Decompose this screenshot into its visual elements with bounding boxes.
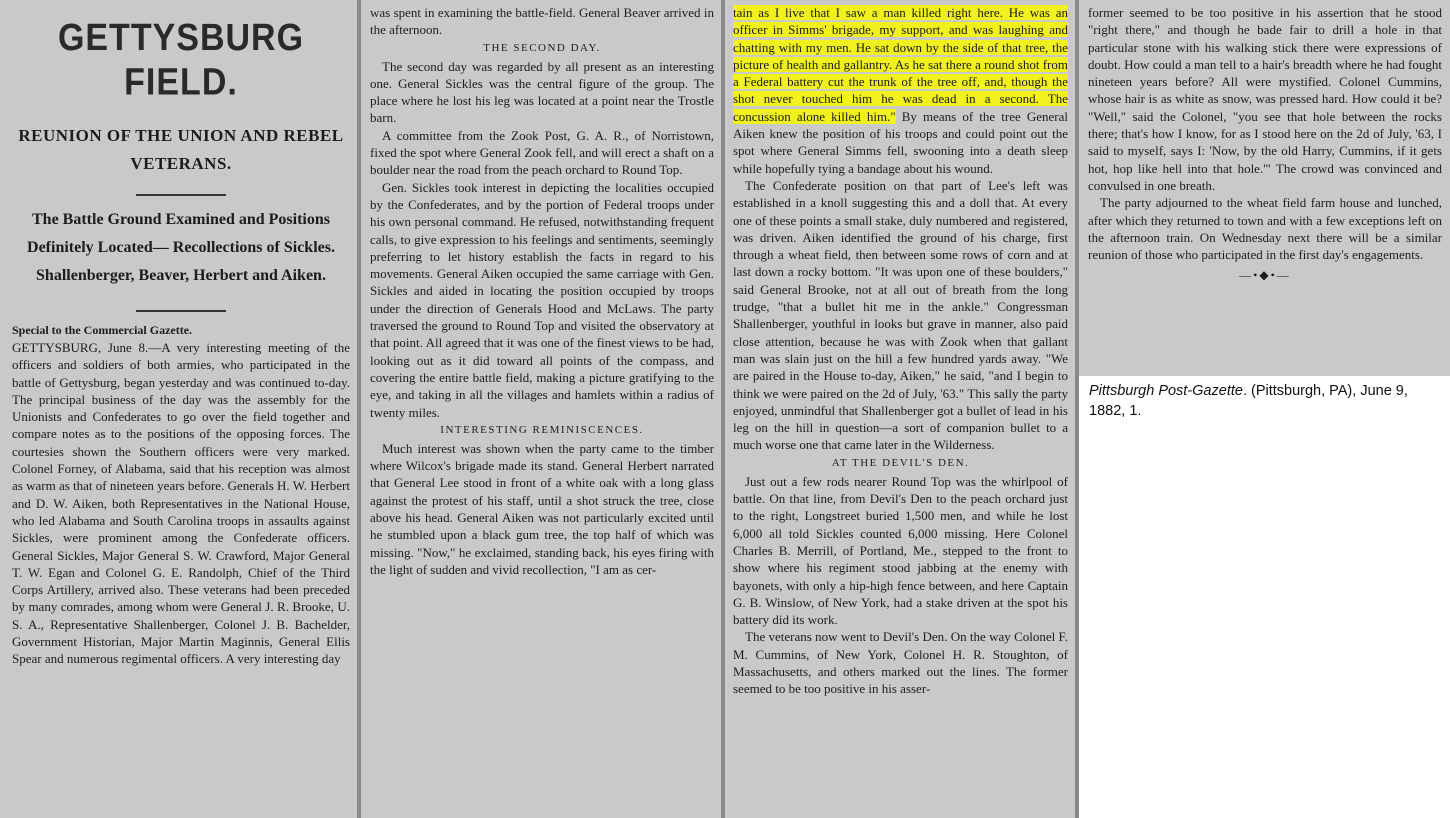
paragraph-cummins: former seemed to be too positive in his assertion that he stood "right there," and though he bade fair to drill a hole in that particular stone with his walking stick there were expressions of doubt. How could a man tell to a hair's breadth where he had fought nineteen years before? All were mystified. Colonel Cummins, whose hair is as white as snow, was pressed hard. How could it be? "Well," said the Colonel, "you see that hole between the rocks there; that's how I know, for as I stood here on the 2d of July, '63, I said to myself, says I: 'Now, by the old Harry, Cummins, if it gets hot, hop like hell into that hole.'" The crowd was convinced and convulsed in one breath. <box>1088 5 1442 193</box>
paragraph-devils-den: The veterans now went to Devil's Den. On the way Colonel F. M. Cummins, of New York, Colonel H. R. Stoughton, of Massachusetts, and others marked out the lines. The former seemed to be too positive in his asser- <box>733 629 1068 697</box>
paragraph-dateline: GETTYSBURG, June 8.—A very interesting meeting of the officers and soldiers of both armies, who participated in the battle of Gettysburg, began yesterday and was continued to-day. The principal business of the day was the assembly for the Unionists and Confederates to go over the field together and compare notes as to the positions of the opposing forces. The courtesies shown the Southern officers were very marked. Colonel Forney, of Alabama, said that his reception was almost as warm as that of nineteen years before. Generals H. W. Herbert and D. W. Aiken, both Representatives in the National House, who led Alabama and South Carolina troops in assaults against Sickles, were prominent among the Confederate officers. General Sickles, Major General S. W. Crawford, Major General T. W. Egan and Colonel G. E. Randolph, Chief of the Third Corps Artillery, arrived also. These veterans had been preceded by many comrades, among whom were General J. R. Brooke, U. S. A., Representative Shallenberger, Colonel J. B. Bachelder, Government Historian, Major Martin Maginnis, General Ellis Spear and numerous regimental officers. A very interesting day <box>12 340 350 667</box>
paragraph-text: By means of the tree General Aiken knew the position of his troops and could point out the spot where General Simms fell, swooning into a death sleep while hopefully tying a bandage about his wound. <box>733 108 1068 176</box>
caption-publication: Pittsburgh Post-Gazette <box>1089 383 1243 399</box>
article-headline: GETTYSBURG FIELD. <box>57 16 305 104</box>
paragraph-second-day: The second day was regarded by all present as an interesting one. General Sickles was the central figure of the group. The place where he lost his leg was located at a point near the Trostle barn. <box>370 58 714 126</box>
caption-details: . (Pittsburgh, PA), June 9, 1882, 1. <box>1089 383 1408 419</box>
subhead-devils-den: AT THE DEVIL'S DEN. <box>831 456 970 469</box>
end-mark: —•◆•— <box>1239 268 1291 283</box>
paragraph-whirlpool: Just out a few rods nearer Round Top was the whirlpool of battle. On that line, from Devil's Den to the peach orchard just to the right, Longstreet buried 1,500 men, and while he lost 6,000 all told Sickles counted 6,000 missing. Here Colonel Charles B. Merrill, of Portland, Me., stepped to the front to show where his regiment stood jabbing at the enemy with bayonets, with only a hip-high fence between, and here Captain G. B. Winslow, of New York, had a stake driven at the spot his battery did its work. <box>733 473 1068 628</box>
article-column-2 <box>361 0 721 818</box>
source-caption <box>1089 381 1439 421</box>
article-column-3 <box>725 0 1075 818</box>
paragraph-continued: was spent in examining the battle-field. General Beaver arrived in the afternoon. <box>370 5 714 38</box>
article-column-1 <box>0 0 357 818</box>
paragraph-adjourned: The party adjourned to the wheat field farm house and lunched, after which they returned to town and with a few exceptions left on the afternoon train. On Wednesday next there will be a similar reunion of those who participated in the first day's engagements. <box>1088 195 1442 263</box>
paragraph-simms-officer <box>733 4 1068 177</box>
paragraph-sickles: Gen. Sickles took interest in depicting the localities occupied by the Confederates, and by the portion of Federal troops under his own personal command. He refused, notwithstanding frequent calls, to give expression to his feelings and sentiments, seemingly preferring to let history establish the facts in regard to his movements. General Aiken occupied the same carriage with Gen. Sickles and aided in locating the position occupied by troops under the direction of Generals Hood and McLaws. The party traversed the ground to Round Top and visited the observatory at that point. All agreed that it was one of the finest views to be had, looking out as it did toward all points of the compass, and covering the entire battle field, making a picture gratifying to the eye, and taking in all the villages and hamlets within a radius of twenty miles. <box>370 179 714 420</box>
subhead-second-day: THE SECOND DAY. <box>483 41 601 54</box>
byline: Special to the Commercial Gazette. <box>12 323 193 337</box>
paragraph-wilcox-brigade: Much interest was shown when the party came to the timber where Wilcox's brigade made its stand. General Herbert narrated that General Lee stood in front of a white oak with a long glass against the protest of his staff, until a shot struck the tree, close above his head. General Aiken was not particularly excited until he stumbled upon a black gum tree, the top half of which was missing. "Now," he exclaimed, standing back, his eyes firing with the light of sudden and vivid recollection, "I am as cer- <box>370 440 714 577</box>
deck-divider <box>136 310 226 312</box>
headline-deck-primary: REUNION OF THE UNION AND REBEL VETERANS. <box>18 126 344 173</box>
subhead-reminiscences: INTERESTING REMINISCENCES. <box>440 423 644 436</box>
headline-deck-secondary: The Battle Ground Examined and Positions Definitely Located— Recollections of Sickles. Shallenberger, Beaver, Herbert and Aiken. <box>27 211 335 284</box>
highlighted-passage: tain as I live that I saw a man killed right here. He was an officer in Simms' brigade, my support, and was laughing and chatting with my men. He sat down by the side of that tree, the picture of health and gallantry. As he sat there a round shot from a Federal battery cut the trunk of the tree off, and, though the shot never touched him he was dead in a second. The concussion alone killed him." <box>733 5 1068 124</box>
deck-divider <box>136 194 226 196</box>
article-column-4 <box>1079 0 1450 376</box>
paragraph-zook-post: A committee from the Zook Post, G. A. R., of Norristown, fixed the spot where General Zook fell, and will erect a shaft on a boulder near the road from the peach orchard to Round Top. <box>370 127 714 178</box>
paragraph-confederate-position: The Confederate position on that part of Lee's left was established in a knoll suggesting this and a doll that. At every one of these points a small stake, duly numbered and registered, was driven. Aiken identified the ground of his charge, first through a wheat field, then between some rows of corn and at last down a rocky bottom. "It was upon one of these boulders," said General Brooke, not at all out of breath from the long trudge, "that a bullet hit me in the ankle." Congressman Shallenberger, youthful in looks but grave in manner, also paid close attention, because he was with Zook when that gallant man was slain just on the hill a few hundred yards away. "We are paired in the House to-day, Aiken," he said, "and I begin to think we were paired on the 2d of July, '63." This sally the party enjoyed, unmindful that Shallenberger got a bullet of lead in his leg on the hill in question—a sort of companion bullet to a much worse one that came later in the Wilderness. <box>733 177 1068 453</box>
